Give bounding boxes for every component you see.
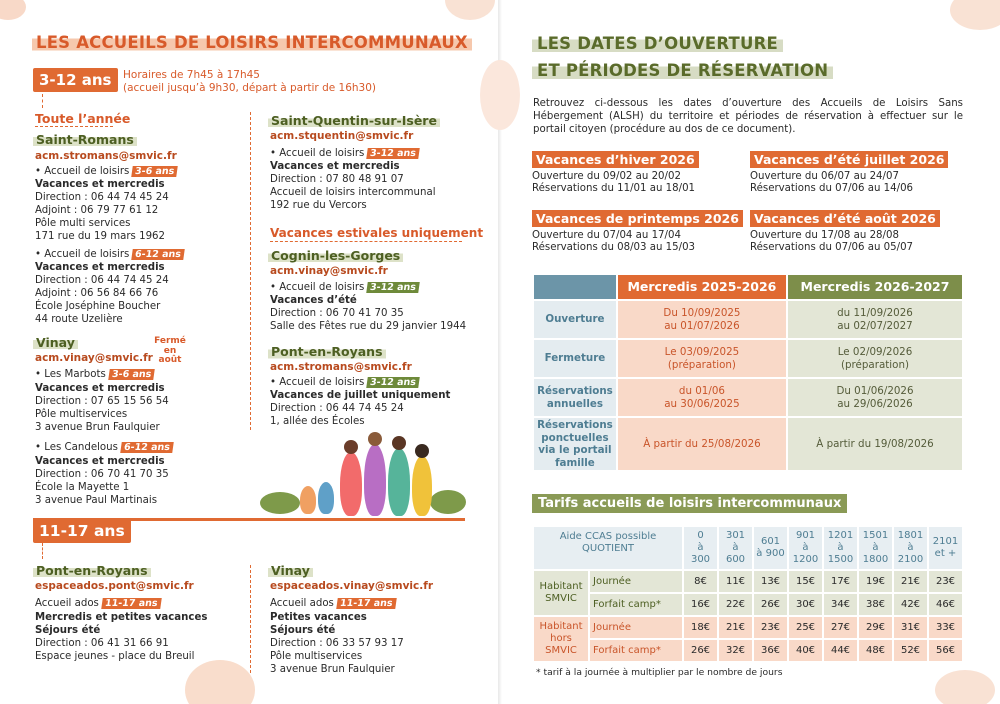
connector-line — [42, 94, 43, 108]
city-saint-quentin: Saint-Quentin-sur-Isère — [268, 113, 440, 128]
table-row: Ouverture Du 10/09/2025 au 01/07/2026 du 11/09/2026 au 02/07/2027 — [534, 301, 962, 338]
phone: Direction : 06 44 74 45 24 — [270, 403, 404, 414]
col-header-2026: Mercredis 2026-2027 — [788, 275, 962, 299]
left-title: LES ACCUEILS DE LOISIRS INTERCOMMUNAUX — [32, 33, 472, 52]
city-vinay: Vinay — [33, 335, 78, 350]
address: Accueil de loisirs intercommunal — [270, 187, 436, 198]
tarifs-title: Tarifs accueils de loisirs intercommunaux — [532, 494, 847, 513]
vacances-estivales-heading: Vacances estivales uniquement — [270, 226, 484, 240]
vacances-printemps: Vacances de printemps 2026 Ouverture du 07/04 au 17/04 Réservations du 08/03 au 15/03 — [532, 208, 743, 254]
divider — [35, 126, 113, 127]
table-row: Réservations ponctuelles via le portail famille À partir du 25/08/2026 À partir du 19/08/2026 — [534, 418, 962, 470]
phone: Direction : 06 70 41 70 35 — [270, 308, 404, 319]
age-tag: 6-12 ans — [120, 442, 173, 453]
right-title-line-1: LES DATES D’OUVERTURE — [532, 34, 783, 53]
schedule: Mercredis et petites vacances — [35, 612, 208, 623]
phone: Adjoint : 06 56 84 66 76 — [35, 288, 159, 299]
address: 171 rue du 19 mars 1962 — [35, 231, 166, 242]
address: École la Mayette 1 — [35, 482, 130, 493]
vacances-ete-juillet: Vacances d’été juillet 2026 Ouverture du 06/07 au 24/07 Réservations du 07/06 au 14/06 — [750, 149, 948, 195]
phone: Direction : 06 41 31 66 91 — [35, 638, 169, 649]
accueil-line: Accueil ados 11-17 ans — [270, 598, 395, 610]
age-badge-11-17: 11-17 ans — [33, 519, 131, 543]
petal-decoration — [950, 0, 1000, 30]
hours-line-2: (accueil jusqu’à 9h30, départ à partir de 16h30) — [123, 82, 377, 94]
tarifs-table — [532, 525, 964, 663]
vacances-hiver: Vacances d’hiver 2026 Ouverture du 09/02 au 20/02 Réservations du 11/01 au 18/01 — [532, 149, 699, 195]
address: 44 route Uzelière — [35, 314, 123, 325]
vacances-ete-aout: Vacances d’été août 2026 Ouverture du 17/08 au 28/08 Réservations du 07/06 au 05/07 — [750, 208, 940, 254]
schedule: Vacances et mercredis — [270, 161, 400, 172]
address: 3 avenue Brun Faulquier — [35, 422, 160, 433]
age-tag: 3-12 ans — [367, 148, 420, 159]
petal-decoration — [185, 660, 255, 704]
schedule: Séjours été — [35, 625, 101, 636]
tarif-footnote: * tarif à la journée à multiplier par le nombre de jours — [536, 667, 783, 678]
email-vinay[interactable]: acm.vinay@smvic.fr — [35, 352, 153, 364]
address: 3 avenue Brun Faulquier — [270, 664, 395, 675]
phone: Direction : 06 70 41 70 35 — [35, 469, 169, 480]
address: Pôle multiservices — [35, 409, 128, 420]
phone: Adjoint : 06 79 77 61 12 — [35, 205, 159, 216]
email-saint-quentin[interactable]: acm.stquentin@smvic.fr — [270, 130, 414, 142]
table-row: Fermeture Le 03/09/2025 (préparation) Le 02/09/2026 (préparation) — [534, 340, 962, 377]
connector-line — [42, 543, 43, 559]
accueil-line: • Les Candelous 6-12 ans — [35, 442, 173, 454]
email-pont[interactable]: acm.stromans@smvic.fr — [270, 361, 412, 373]
city-ados-vinay: Vinay — [268, 563, 313, 578]
email-ados-vinay[interactable]: espaceados.vinay@smvic.fr — [270, 580, 433, 592]
email-ados-pont[interactable]: espaceados.pont@smvic.fr — [35, 580, 194, 592]
phone: Direction : 07 65 15 56 54 — [35, 396, 169, 407]
address: 192 rue du Vercors — [270, 200, 367, 211]
ferme-en-aout-note: Fermé en août — [154, 336, 186, 365]
accueil-line: • Accueil de loisirs 6-12 ans — [35, 249, 184, 261]
schedule: Petites vacances — [270, 612, 367, 623]
accueil-line: • Les Marbots 3-6 ans — [35, 369, 154, 381]
city-ados-pont: Pont-en-Royans — [33, 563, 151, 578]
accueil-line: Accueil ados 11-17 ans — [35, 598, 160, 610]
children-illustration — [260, 430, 470, 522]
email-saint-romans[interactable]: acm.stromans@smvic.fr — [35, 150, 177, 162]
age-tag: 3-6 ans — [108, 369, 155, 380]
phone: Direction : 06 44 74 45 24 — [35, 192, 169, 203]
table-row: Habitant SMVIC Journée 8€ 11€ 13€ 15€ 17€ 19€ 21€ 23€ — [534, 571, 962, 592]
phone: Direction : 06 44 74 45 24 — [35, 275, 169, 286]
petal-decoration — [935, 670, 995, 704]
age-tag: 3-12 ans — [367, 282, 420, 293]
age-tag: 11-17 ans — [101, 598, 161, 609]
schedule: Vacances et mercredis — [35, 179, 165, 190]
mercredis-table — [532, 273, 964, 472]
address: Espace jeunes - place du Breuil — [35, 651, 195, 662]
phone: Direction : 07 80 48 91 07 — [270, 174, 404, 185]
age-tag: 11-17 ans — [336, 598, 396, 609]
column-divider — [250, 565, 251, 673]
petal-decoration — [0, 0, 26, 20]
table-row: Réservations annuelles du 01/06 au 30/06/2025 Du 01/06/2026 au 29/06/2026 — [534, 379, 962, 416]
table-row: Forfait camp* 16€ 22€ 26€ 30€ 34€ 38€ 42€ 46€ — [534, 594, 962, 615]
address: Salle des Fêtes rue du 29 janvier 1944 — [270, 321, 467, 332]
accueil-line: • Accueil de loisirs 3-6 ans — [35, 166, 178, 178]
accueil-line: • Accueil de loisirs 3-12 ans — [270, 282, 419, 294]
petal-decoration — [445, 0, 495, 20]
right-title-line-2: ET PÉRIODES DE RÉSERVATION — [532, 61, 833, 80]
age-tag: 3-12 ans — [367, 377, 420, 388]
schedule: Vacances et mercredis — [35, 456, 165, 467]
accueil-line: • Accueil de loisirs 3-12 ans — [270, 377, 419, 389]
schedule: Séjours été — [270, 625, 336, 636]
age-tag: 3-6 ans — [132, 166, 179, 177]
table-row: Forfait camp* 26€ 32€ 36€ 40€ 44€ 48€ 52€ 56€ — [534, 640, 962, 661]
table-row: Habitant hors SMVIC Journée 18€ 21€ 23€ 25€ 27€ 29€ 31€ 33€ — [534, 617, 962, 638]
address: 3 avenue Paul Martinais — [35, 495, 158, 506]
schedule: Vacances et mercredis — [35, 262, 165, 273]
column-divider — [250, 112, 251, 430]
table-header-row: Aide CCAS possible QUOTIENT 0 à 300 301 à 600 601 à 900 901 à 1200 1201 à 1500 1501 à 1800 1801 à 2100 2101 et + — [534, 527, 962, 569]
divider — [270, 241, 462, 242]
schedule: Vacances et mercredis — [35, 383, 165, 394]
petal-decoration — [480, 60, 520, 130]
table-corner — [534, 275, 616, 299]
address: Pôle multiservices — [270, 651, 363, 662]
hours-line-1: Horaires de 7h45 à 17h45 — [123, 69, 260, 81]
accueil-line: • Accueil de loisirs 3-12 ans — [270, 148, 419, 160]
toute-annee-heading: Toute l’année — [35, 111, 131, 126]
address: 1, allée des Écoles — [270, 416, 365, 427]
address: École Joséphine Boucher — [35, 301, 161, 312]
city-cognin: Cognin-les-Gorges — [268, 248, 403, 263]
schedule: Vacances de juillet uniquement — [270, 390, 451, 401]
city-pont-en-royans: Pont-en-Royans — [268, 344, 386, 359]
schedule: Vacances d’été — [270, 295, 357, 306]
phone: Direction : 06 33 57 93 17 — [270, 638, 404, 649]
age-badge-3-12: 3-12 ans — [33, 68, 118, 92]
city-saint-romans: Saint-Romans — [33, 132, 137, 147]
col-header-2025: Mercredis 2025-2026 — [618, 275, 786, 299]
email-cognin[interactable]: acm.vinay@smvic.fr — [270, 265, 388, 277]
intro-paragraph: Retrouvez ci-dessous les dates d’ouverture des Accueils de Loisirs Sans Hébergement (ALSH) du territoire et périodes de réservation à effectuer sur le portail citoyen (procédure au dos de ce document). — [533, 98, 963, 135]
address: Pôle multi services — [35, 218, 131, 229]
age-tag: 6-12 ans — [132, 249, 185, 260]
